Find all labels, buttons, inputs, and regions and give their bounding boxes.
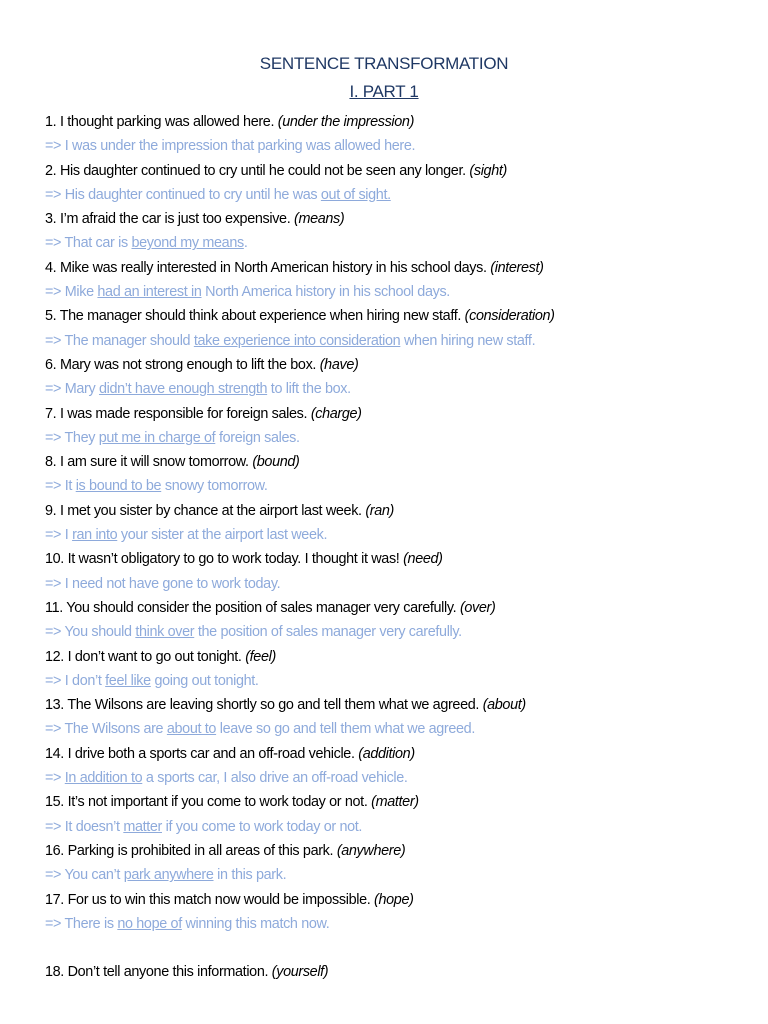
answer-key-phrase: out of sight. [320,186,391,203]
answer-line [45,474,765,498]
question-hint: (under the impression) [277,114,415,130]
answer-text-rest: when hiring new staff. [400,332,536,349]
question-line [45,207,765,231]
answer-text: => I [45,527,73,544]
answer-key-phrase: no hope of [117,915,182,932]
answer-text: => I need not have gone to work today. [45,575,281,592]
answer-text: => The Wilsons are [45,721,167,738]
question-hint: (sight) [469,162,507,179]
question-text: 5. The manager should think about experience when hiring new staff. [45,308,465,325]
answer-key-phrase: about to [166,721,217,738]
question-hint: (ran) [365,502,394,519]
answer-key-phrase: is bound to be [75,478,162,495]
question-text: 15. It’s not important if you come to work today or not. [45,794,372,811]
question-line [45,110,765,134]
answer-line [45,572,765,596]
answer-text: => I was under the impression that parking was allowed here. [45,138,416,155]
question-line [45,888,765,912]
answer-key-phrase: matter [123,818,162,835]
question-line [45,256,765,280]
question-hint: (about) [482,697,526,714]
question-line [45,159,765,183]
question-hint: (interest) [490,259,544,276]
answer-key-phrase: put me in charge of [98,429,216,446]
question-line [45,960,765,984]
answer-text-rest: your sister at the airport last week. [117,527,328,544]
question-hint: (means) [294,211,345,228]
answer-text: => The manager should [45,332,194,349]
question-hint: (addition) [358,745,415,762]
question-line [45,645,765,669]
exercise-list [45,110,765,985]
question-text: 3. I’m afraid the car is just too expensive. [45,211,295,228]
answer-line [45,426,765,450]
question-line [45,304,765,328]
question-line [45,499,765,523]
page-title: SENTENCE TRANSFORMATION [259,54,509,73]
question-text: 10. It wasn’t obligatory to go to work today. I thought it was! [45,551,404,568]
question-hint: (consideration) [464,308,555,325]
question-line [45,839,765,863]
answer-line [45,669,765,693]
answer-text-rest: going out tonight. [150,672,259,689]
answer-text: => There is [45,915,118,932]
answer-text: => You should [45,624,136,641]
answer-text-rest: . [243,235,248,252]
answer-key-phrase: park anywhere [123,867,214,884]
answer-line [45,815,765,839]
question-hint: (matter) [371,794,419,811]
question-line [45,742,765,766]
question-text: 9. I met you sister by chance at the airport last week. [45,502,366,519]
answer-text: => [45,770,65,787]
answer-line [45,329,765,353]
answer-line [45,183,765,207]
answer-line [45,134,765,158]
answer-text-rest: foreign sales. [215,429,300,446]
answer-text-rest: leave so go and tell them what we agreed. [216,721,475,738]
section-heading: I. PART 1 [349,82,419,101]
question-line [45,402,765,426]
answer-key-phrase: ran into [72,527,118,544]
question-text: 8. I am sure it will snow tomorrow. [45,454,253,471]
answer-text: => You can’t [45,867,124,884]
question-line [45,450,765,474]
answer-line [45,280,765,304]
answer-line [45,912,765,936]
answer-text: => Mary [45,381,99,398]
answer-line [45,766,765,790]
question-hint: (bound) [252,454,300,471]
question-text: 16. Parking is prohibited in all areas of this park. [45,842,337,859]
answer-line [45,231,765,255]
question-text: 6. Mary was not strong enough to lift the box. [45,356,320,373]
question-text: 4. Mike was really interested in North American history in his school days. [45,259,491,276]
answer-text-rest: in this park. [213,867,287,884]
answer-text: => His daughter continued to cry until he was [45,186,321,203]
question-hint: (charge) [310,405,362,422]
answer-line [45,717,765,741]
answer-text-rest: snowy tomorrow. [161,478,268,495]
question-hint: (yourself) [271,964,329,981]
answer-text-rest: the position of sales manager very carefully. [194,624,462,641]
question-text: 7. I was made responsible for foreign sales. [45,405,311,422]
answer-text: => I don’t [45,672,106,689]
answer-text-rest: North America history in his school days. [201,284,450,301]
question-hint: (hope) [374,891,414,908]
answer-text: => That car is [45,235,132,252]
question-line [45,693,765,717]
answer-key-phrase: feel like [105,672,151,689]
question-hint: (feel) [245,648,276,665]
answer-line [45,523,765,547]
answer-key-phrase: beyond my means [131,235,244,252]
question-line [45,547,765,571]
answer-text: => They [45,429,99,446]
question-text: 1. I thought parking was allowed here. [45,114,278,130]
question-text: 13. The Wilsons are leaving shortly so go and tell them what we agreed. [45,697,483,714]
question-line [45,596,765,620]
question-text: 17. For us to win this match now would be impossible. [45,891,375,908]
answer-line [45,377,765,401]
question-text: 18. Don’t tell anyone this information. [45,964,272,981]
answer-key-phrase: In addition to [64,770,143,787]
question-hint: (over) [459,599,496,616]
blank-line [45,936,765,960]
question-line [45,790,765,814]
answer-line [45,620,765,644]
answer-key-phrase: think over [135,624,195,641]
question-text: 12. I don’t want to go out tonight. [45,648,246,665]
answer-key-phrase: didn’t have enough strength [98,381,268,398]
question-text: 14. I drive both a sports car and an off-road vehicle. [45,745,359,762]
answer-text: => It [45,478,76,495]
question-text: 11. You should consider the position of sales manager very carefully. [45,599,460,616]
question-hint: (need) [403,551,443,568]
question-hint: (anywhere) [336,842,406,859]
answer-key-phrase: had an interest in [97,284,202,301]
question-hint: (have) [319,356,359,373]
question-line [45,353,765,377]
answer-text: => It doesn’t [45,818,124,835]
answer-text-rest: a sports car, I also drive an off-road vehicle. [142,770,408,787]
answer-text-rest: winning this match now. [181,915,330,932]
question-text: 2. His daughter continued to cry until he could not be seen any longer. [45,162,470,179]
answer-text-rest: if you come to work today or not. [162,818,363,835]
answer-line [45,863,765,887]
answer-text-rest: to lift the box. [267,381,351,398]
answer-key-phrase: take experience into consideration [193,332,401,349]
answer-text: => Mike [45,284,98,301]
